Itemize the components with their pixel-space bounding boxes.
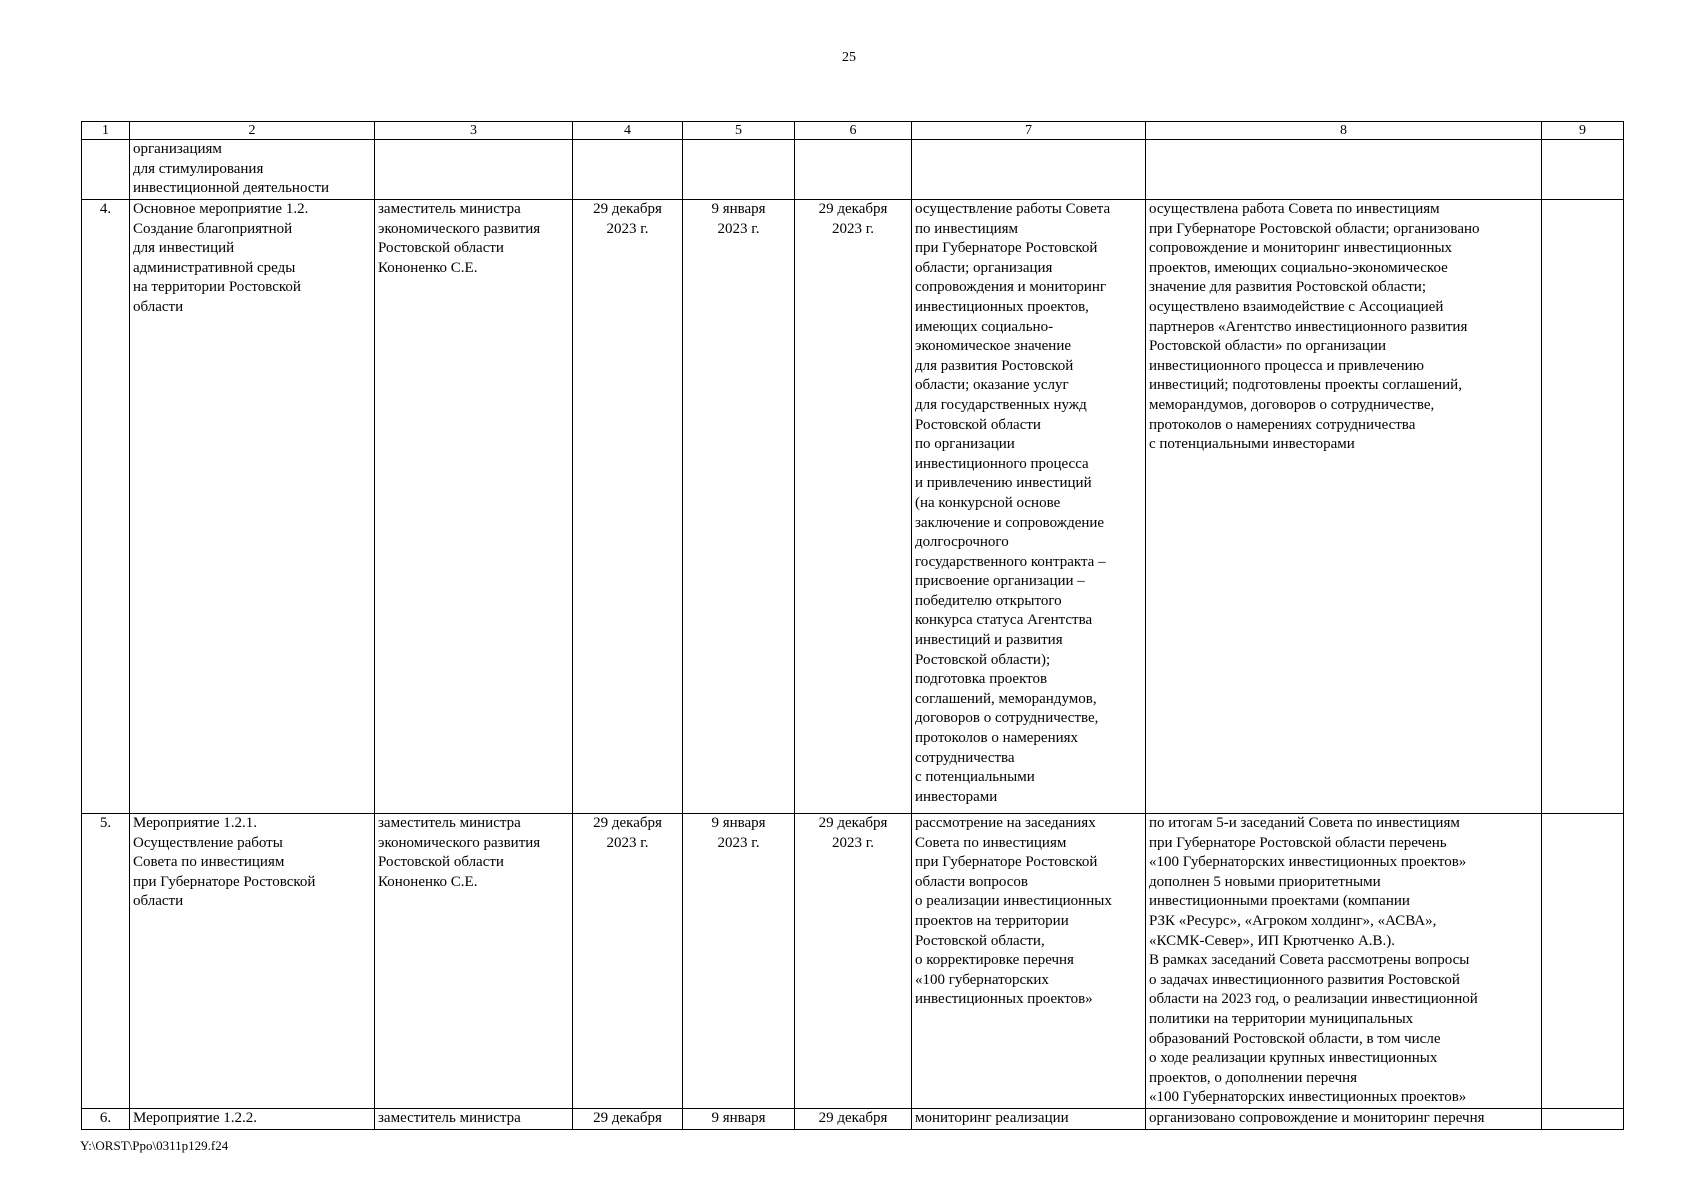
table-row (82, 1108, 1624, 1129)
start-date-cell: 9 января 2023 г. (683, 200, 795, 814)
column-header: 8 (1146, 122, 1542, 140)
end-date-cell: 29 декабря 2023 г. (795, 814, 912, 1109)
column-header: 9 (1542, 122, 1624, 140)
table-row (82, 140, 1624, 200)
table-row (82, 200, 1624, 814)
notes-cell (1542, 814, 1624, 1109)
actual-result-cell: организовано сопровождение и мониторинг перечня (1146, 1108, 1542, 1129)
responsible-cell (375, 140, 573, 200)
plan-end-date-cell: 29 декабря 2023 г. (573, 200, 683, 814)
responsible-cell: заместитель министра (375, 1108, 573, 1129)
expected-result-cell (912, 140, 1146, 200)
plan-end-date-cell (573, 140, 683, 200)
end-date-cell: 29 декабря 2023 г. (795, 200, 912, 814)
actual-result-cell: по итогам 5-и заседаний Совета по инвестициям при Губернаторе Ростовской области перечень «100 Губернаторских инвестиционных проектов» дополнен 5 новыми приоритетными инвестиционными проектами (компании РЗК «Ресурс», «Агроком холдинг», «АСВА», «КСМК-Север», ИП Крютченко А.В.). В рамках заседаний Совета рассмотрены вопросы о задачах инвестиционного развития Ростовской области на 2023 год, о реализации инвестиционной политики на территории муниципальных образований Ростовской области, в том числе о ходе реализации крупных инвестиционных проектов, о дополнении перечня «100 Губернаторских инвестиционных проектов» (1146, 814, 1542, 1109)
start-date-cell: 9 января 2023 г. (683, 814, 795, 1109)
end-date-cell: 29 декабря (795, 1108, 912, 1129)
expected-result-cell: осуществление работы Совета по инвестициям при Губернаторе Ростовской области; организация сопровождения и мониторинг инвестиционных проектов, имеющих социально- экономическое значение для развития Ростовской области; оказание услуг для государственных нужд Ростовской области по организации инвестиционного процесса и привлечению инвестиций (на конкурсной основе заключение и сопровождение долгосрочного государственного контракта – присвоение организации – победителю открытого конкурса статуса Агентства инвестиций и развития Ростовской области); подготовка проектов соглашений, меморандумов, договоров о сотрудничестве, протоколов о намерениях сотрудничества с потенциальными инвесторами (912, 200, 1146, 814)
actual-result-cell: осуществлена работа Совета по инвестициям при Губернаторе Ростовской области; организовано сопровождение и мониторинг инвестиционных проектов, имеющих социально-экономическое значение для развития Ростовской области; осуществлено взаимодействие с Ассоциацией партнеров «Агентство инвестиционного развития Ростовской области» по организации инвестиционного процесса и привлечению инвестиций; подготовлены проекты соглашений, меморандумов, договоров о сотрудничестве, протоколов о намерениях сотрудничества с потенциальными инвесторами (1146, 200, 1542, 814)
row-number-cell (82, 140, 130, 200)
start-date-cell: 9 января (683, 1108, 795, 1129)
report-table (81, 121, 1624, 1130)
plan-end-date-cell: 29 декабря 2023 г. (573, 814, 683, 1109)
measure-cell: Мероприятие 1.2.2. (130, 1108, 375, 1129)
start-date-cell (683, 140, 795, 200)
expected-result-cell: рассмотрение на заседаниях Совета по инвестициям при Губернаторе Ростовской области вопросов о реализации инвестиционных проектов на территории Ростовской области, о корректировке перечня «100 губернаторских инвестиционных проектов» (912, 814, 1146, 1109)
column-header: 6 (795, 122, 912, 140)
column-header: 3 (375, 122, 573, 140)
plan-end-date-cell: 29 декабря (573, 1108, 683, 1129)
row-number-cell: 6. (82, 1108, 130, 1129)
table-row (82, 814, 1624, 1109)
column-header: 5 (683, 122, 795, 140)
notes-cell (1542, 1108, 1624, 1129)
row-number-cell: 4. (82, 200, 130, 814)
expected-result-cell: мониторинг реализации (912, 1108, 1146, 1129)
responsible-cell: заместитель министра экономического развития Ростовской области Кононенко С.Е. (375, 200, 573, 814)
actual-result-cell (1146, 140, 1542, 200)
notes-cell (1542, 140, 1624, 200)
column-header: 7 (912, 122, 1146, 140)
row-number-cell: 5. (82, 814, 130, 1109)
end-date-cell (795, 140, 912, 200)
measure-cell: Мероприятие 1.2.1. Осуществление работы Совета по инвестициям при Губернаторе Ростовской области (130, 814, 375, 1109)
column-header: 2 (130, 122, 375, 140)
measure-cell: организациям для стимулирования инвестиционной деятельности (130, 140, 375, 200)
measure-cell: Основное мероприятие 1.2. Создание благоприятной для инвестиций административной среды на территории Ростовской области (130, 200, 375, 814)
table-header-row (82, 122, 1624, 140)
file-path-footer: Y:\ORST\Ppo\0311p129.f24 (80, 1138, 229, 1153)
notes-cell (1542, 200, 1624, 814)
column-header: 4 (573, 122, 683, 140)
column-header: 1 (82, 122, 130, 140)
responsible-cell: заместитель министра экономического развития Ростовской области Кононенко С.Е. (375, 814, 573, 1109)
page-number: 25 (842, 50, 856, 65)
